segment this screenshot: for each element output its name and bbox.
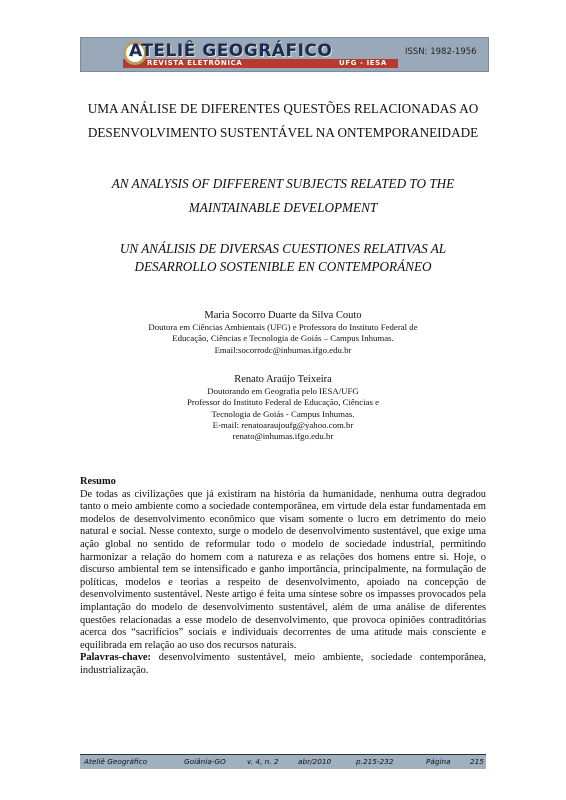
title-en-line: MAINTAINABLE DEVELOPMENT bbox=[188, 200, 378, 215]
author-affiliation bbox=[60, 322, 506, 356]
author-email: Email:socorrodc@inhumas.ifgo.edu.br bbox=[214, 344, 352, 355]
author-affiliation bbox=[60, 386, 506, 442]
keywords-text: desenvolvimento sustentável, meio ambiente, sociedade contemporânea, industrialização. bbox=[80, 652, 486, 676]
footer-date: abr/2010 bbox=[298, 757, 332, 766]
footer-city: Goiânia-GO bbox=[184, 757, 226, 766]
journal-institution: UFG - IESA bbox=[339, 59, 387, 67]
title-spanish bbox=[60, 240, 506, 276]
affiliation-line: Tecnologia de Goiás - Campus Inhumas. bbox=[211, 408, 355, 419]
issn-label: ISSN: 1982-1956 bbox=[405, 47, 477, 57]
affiliation-line: Educação, Ciências e Tecnologia de Goiás – Campus Inhumas. bbox=[172, 333, 394, 344]
keywords-label: Palavras-chave: bbox=[80, 652, 151, 664]
abstract-section bbox=[80, 476, 486, 678]
footer-pages: p.215-232 bbox=[356, 757, 394, 766]
title-en-line: AN ANALYSIS OF DIFFERENT SUBJECTS RELATED TO THE bbox=[111, 176, 455, 191]
title-pt-line: DESENVOLVIMENTO SUSTENTÁVEL NA ONTEMPORANEIDADE bbox=[87, 125, 479, 140]
footer-journal: Ateliê Geográfico bbox=[84, 757, 148, 766]
title-english bbox=[60, 172, 506, 220]
title-es-line: UN ANÁLISIS DE DIVERSAS CUESTIONES RELATIVAS AL bbox=[119, 241, 447, 256]
footer-page-number: 215 bbox=[470, 757, 484, 766]
abstract-body: De todas as civilizações que já existiram na história da humanidade, nenhuma outra degradou tanto o meio ambiente como a sociedade contemporânea, em virtude dela estar fundamentada em modelos de desenvolvimento econômico que visam somente o lucro em detrimento do meio natural e social. Nesse contexto, surge o modelo de desenvolvimento sustentável, que exige uma ação global no sentido de reformular todo o modelo de sociedade industrial, permitindo harmonizar a relação do homem com a natureza e as relações dos homens entre si. Hoje, o discurso ambiental tem se intensificado e ganho importância, principalmente, na formulação de políticas, modelos e teorias a respeito de desenvolvimento, apoiado na concepção de desenvolvimento sustentável. Neste artigo é feita uma síntese sobre os impasses provocados pela implantação do modelo de desenvolvimento sustentável, além de uma análise de diferentes questões relacionadas a esse modelo de desenvolvimento, que provoca opiniões contraditórias acerca dos “sacrifícios” sociais e individuais decorrentes de uma atitude mais consciente e equilibrada em relação ao uso dos recursos naturais. bbox=[80, 488, 486, 651]
page-footer bbox=[80, 754, 486, 769]
footer-volume: v. 4, n. 2 bbox=[247, 757, 279, 766]
author-name: Maria Socorro Duarte da Silva Couto bbox=[204, 310, 362, 321]
affiliation-line: Professor do Instituto Federal de Educação, Ciências e bbox=[186, 397, 379, 408]
title-portuguese bbox=[60, 97, 506, 145]
affiliation-line: Doutorando em Geografia pelo IESA/UFG bbox=[207, 386, 359, 396]
journal-title: ATELIÊ GEOGRÁFICO bbox=[129, 41, 333, 61]
affiliation-line: Doutora em Ciências Ambientais (UFG) e Professora do Instituto Federal de bbox=[148, 322, 418, 332]
abstract-heading: Resumo bbox=[80, 476, 116, 487]
author-email: E-mail: renatoaraujoufg@yahoo.com.br bbox=[212, 419, 354, 430]
title-es-line: DESARROLLO SOSTENIBLE EN CONTEMPORÁNEO bbox=[134, 259, 432, 274]
title-pt-line: UMA ANÁLISE DE DIFERENTES QUESTÕES RELACIONADAS AO bbox=[87, 101, 479, 116]
author-email: renato@inhumas.ifgo.edu.br bbox=[232, 431, 334, 442]
keywords bbox=[80, 652, 486, 677]
journal-subtitle: REVISTA ELETRÔNICA bbox=[147, 59, 243, 67]
author-name: Renato Araújo Teixeira bbox=[234, 374, 332, 385]
footer-page-label: Página bbox=[426, 757, 451, 766]
journal-banner bbox=[80, 37, 489, 72]
